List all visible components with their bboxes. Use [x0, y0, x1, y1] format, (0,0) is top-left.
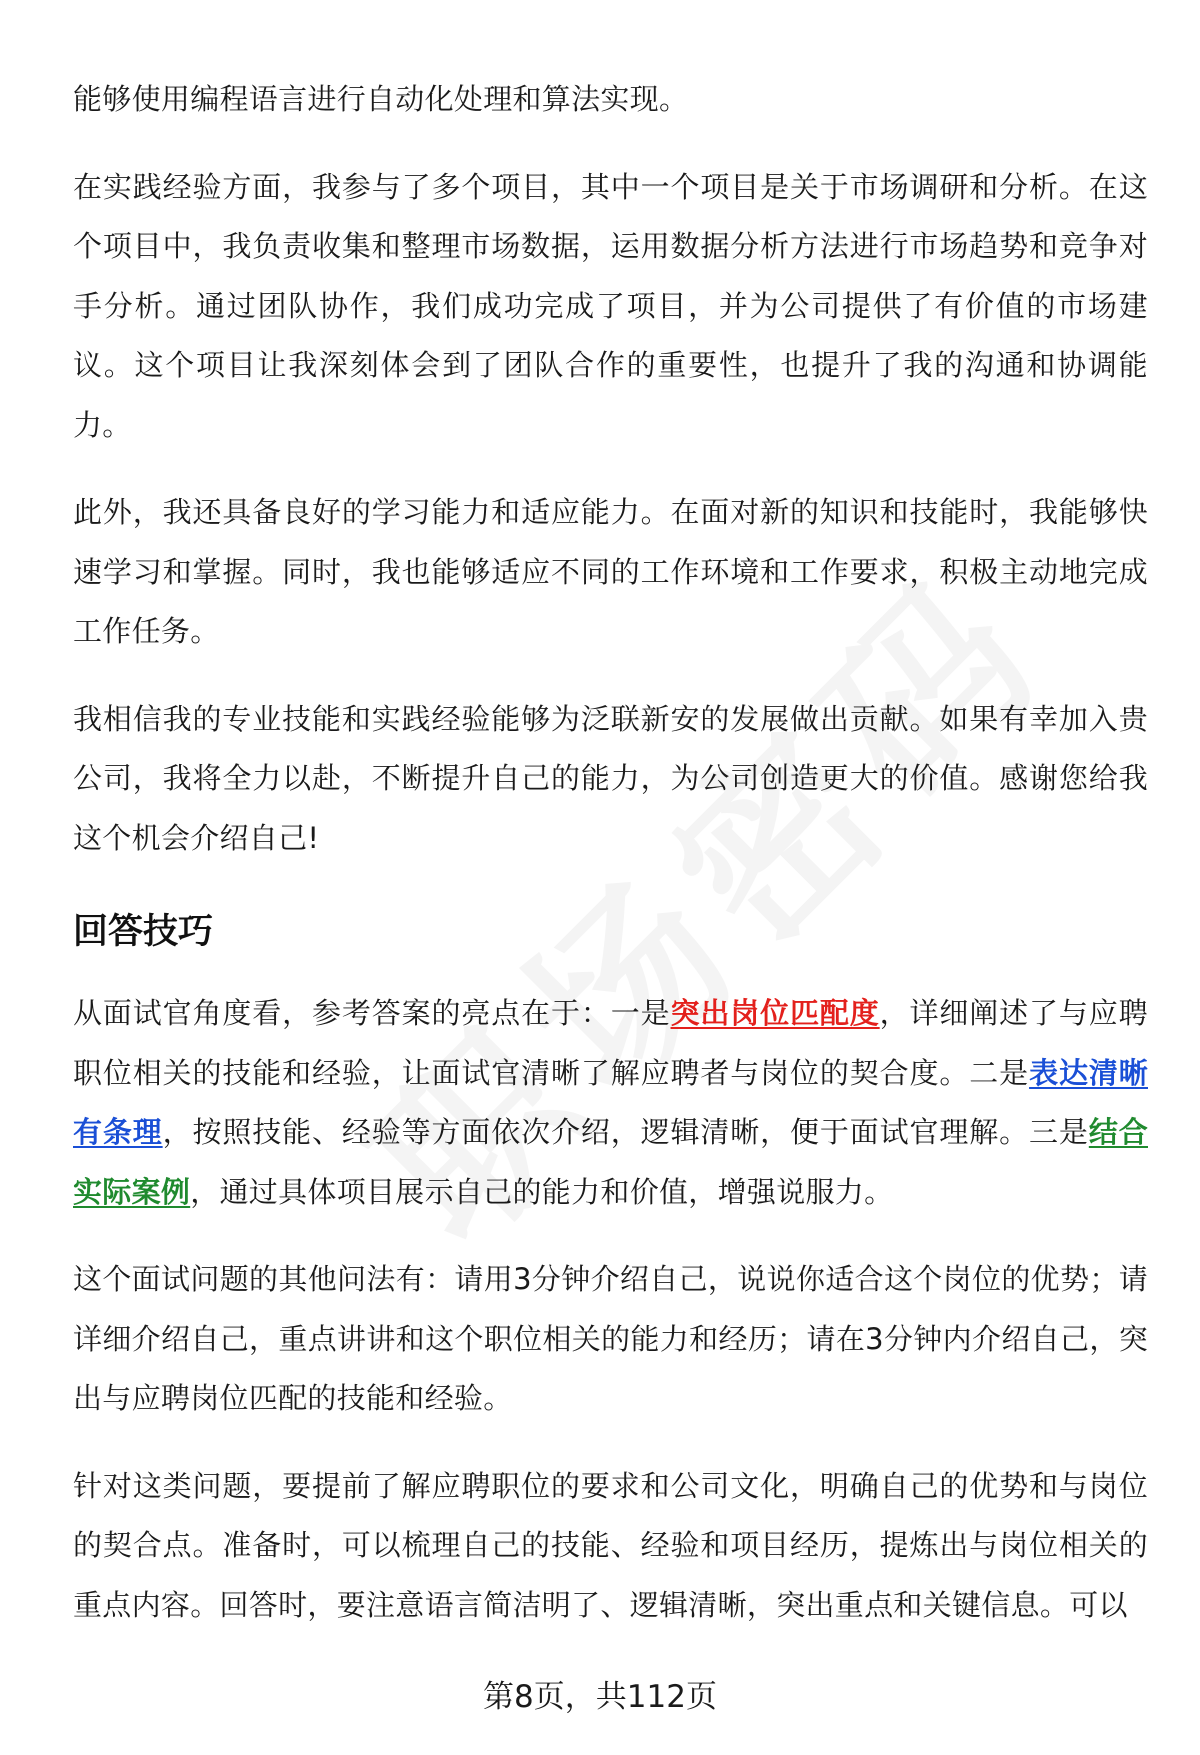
tips-text-4: ，通过具体项目展示自己的能力和价值，增强说服力。 [190, 1174, 894, 1209]
tips-text-3: ，按照技能、经验等方面依次介绍，逻辑清晰，便于面试官理解。三是 [162, 1115, 1089, 1149]
tips-text-2: ，详细阐述了与应聘职位相关的技能和经验，让面试官清晰了解应聘者与岗位的契合度。二是 [73, 996, 1148, 1090]
paragraph-alternative-questions: 这个面试问题的其他问法有：请用3分钟介绍自己，说说你适合这个岗位的优势；请详细介绍自己，重点讲讲和这个职位相关的能力和经历；请在3分钟内介绍自己，突出与应聘岗位匹配的技能和经验。 [73, 1262, 1148, 1415]
tips-text-1: 从面试官角度看，参考答案的亮点在于：一是 [73, 996, 671, 1030]
paragraph-skills-end: 能够使用编程语言进行自动化处理和算法实现。 [73, 82, 689, 116]
paragraph-preparation-advice: 针对这类问题，要提前了解应聘职位的要求和公司文化，明确自己的优势和与岗位的契合点。准备时，可以梳理自己的技能、经验和项目经历，提炼出与岗位相关的重点内容。回答时，要注意语言简洁明了、逻辑清晰，突出重点和关键信息。可以 [73, 1468, 1148, 1622]
section-heading-answer-tips: 回答技巧 [73, 912, 214, 952]
highlight-job-match: 突出岗位匹配度 [670, 996, 880, 1030]
highlight-clear-expression: 表达清晰有条理 [73, 1055, 1148, 1149]
document-body [73, 70, 1148, 1663]
paragraph-learning: 此外，我还具备良好的学习能力和适应能力。在面对新的知识和技能时，我能够快速学习和掌握。同时，我也能够适应不同的工作环境和工作要求，积极主动地完成工作任务。 [73, 495, 1148, 648]
page-number-footer: 第8页，共112页 [483, 1679, 717, 1715]
highlight-real-cases: 结合实际案例 [73, 1115, 1148, 1209]
paragraph-tips-highlights [73, 984, 1148, 1222]
paragraph-experience: 在实践经验方面，我参与了多个项目，其中一个项目是关于市场调研和分析。在这个项目中，我负责收集和整理市场数据，运用数据分析方法进行市场趋势和竞争对手分析。通过团队协作，我们成功完成了项目，并为公司提供了有价值的市场建议。这个项目让我深刻体会到了团队合作的重要性，也提升了我的沟通和协调能力。 [73, 169, 1148, 442]
paragraph-closing: 我相信我的专业技能和实践经验能够为泛联新安的发展做出贡献。如果有幸加入贵公司，我将全力以赴，不断提升自己的能力，为公司创造更大的价值。感谢您给我这个机会介绍自己! [73, 701, 1148, 855]
